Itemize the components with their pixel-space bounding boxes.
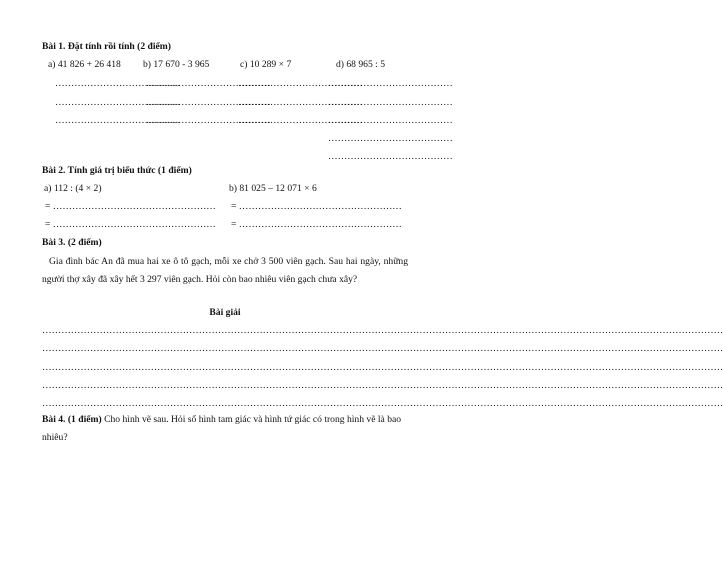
bai1-item-d: d) 68 965 : 5 — [336, 59, 386, 70]
bai3-solution-line-3: …………………………………………………………………………………………………………………………………………………………………………………………… — [42, 362, 723, 373]
bai1-title: Bài 1. Đặt tính rồi tính (2 điểm) — [42, 41, 171, 52]
bai3-solution-line-4: …………………………………………………………………………………………………………………………………………………………………………………………… — [42, 380, 723, 391]
bai1-c-line-2: ………………………………… — [238, 97, 363, 108]
bai3-solution-line-5: …………………………………………………………………………………………………………………………………………………………………………………………… — [42, 398, 723, 409]
bai2-b-line-1: = …………………………………………… — [231, 201, 402, 212]
bai3-title: Bài 3. (2 điểm) — [42, 237, 102, 248]
bai1-b-line-1: ………………………………… — [146, 78, 271, 89]
bai2-b-line-2: = …………………………………………… — [231, 219, 402, 230]
bai1-a-line-2: ………………………………… — [55, 97, 180, 108]
bai3-solution-line-1: …………………………………………………………………………………………………………………………………………………………………………………………… — [42, 325, 723, 336]
bai2-a-line-1: = …………………………………………… — [45, 201, 216, 212]
bai3-solution-line-2: …………………………………………………………………………………………………………………………………………………………………………………………… — [42, 343, 723, 354]
bai3-problem: Gia đình bác An đã mua hai xe ô tô gạch, mỗi xe chở 3 500 viên gạch. Sau hai ngày, những người thợ xây đã xây hết 3 297 viên gạch. Hỏi còn bao nhiêu viên gạch chưa xây? — [42, 256, 408, 285]
bai2-title: Bài 2. Tính giá trị biểu thức (1 điểm) — [42, 165, 192, 176]
bai2-a-line-2: = …………………………………………… — [45, 219, 216, 230]
bai1-d-line-1: ………………………………… — [328, 78, 453, 89]
bai2-item-a: a) 112 : (4 × 2) — [44, 183, 102, 194]
bai1-b-line-2: ………………………………… — [146, 97, 271, 108]
bai1-b-line-3: ………………………………… — [146, 115, 271, 126]
bai1-d-line-5: ………………………………… — [328, 151, 453, 162]
bai2-item-b: b) 81 025 – 12 071 × 6 — [229, 183, 317, 194]
bai1-d-line-3: ………………………………… — [328, 115, 453, 126]
bai1-d-line-2: ………………………………… — [328, 97, 453, 108]
bai1-item-a: a) 41 826 + 26 418 — [48, 59, 121, 70]
bai4-title: Bài 4. (1 điểm) — [42, 414, 102, 425]
bai1-a-line-3: ………………………………… — [55, 115, 180, 126]
bai4-text: Cho hình vẽ sau. Hỏi số hình tam giác và hình tứ giác có trong hình vẽ là bao nhiêu? — [42, 414, 402, 443]
bai1-item-c: c) 10 289 × 7 — [240, 59, 292, 70]
bai1-item-b: b) 17 670 - 3 965 — [143, 59, 210, 70]
bai1-a-line-1: ………………………………… — [55, 78, 180, 89]
bai3-solution-heading: Bài giải — [209, 307, 241, 318]
bai1-c-line-3: ………………………………… — [238, 115, 363, 126]
bai1-c-line-1: ………………………………… — [238, 78, 363, 89]
bai1-d-line-4: ………………………………… — [328, 133, 453, 144]
bai4-paragraph — [42, 411, 408, 447]
